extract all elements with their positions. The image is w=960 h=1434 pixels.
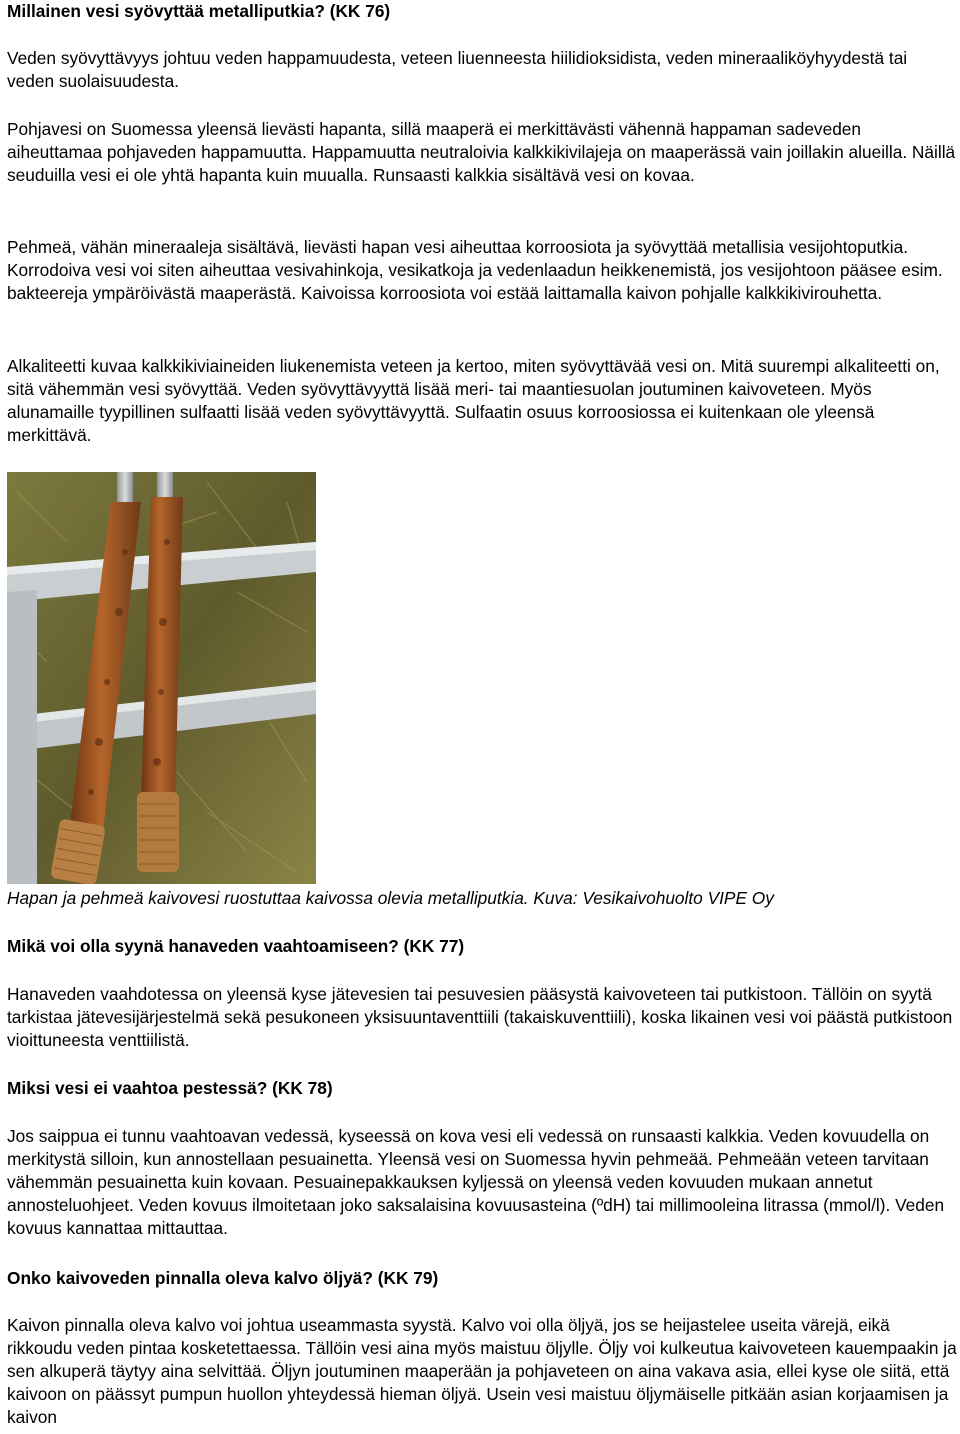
q76-paragraph-3: Pehmeä, vähän mineraaleja sisältävä, lievästi hapan vesi aiheuttaa korroosiota ja syövyttää metallisia vesijohtoputkia. Korrodoiva vesi voi siten aiheuttaa vesivahinkoja, vesikatkoja ja vedenlaadun heikkenemistä, jos vesijohtoon pääsee esim. bakteereja ympäröivästä maaperästä. Kaivoissa korroosiota voi estää laittamalla kaivon pohjalle kalkkikivirouhetta.: [7, 237, 943, 303]
q76-heading: Millainen vesi syövyttää metalliputkia? (KK 76): [7, 1, 391, 21]
q79-heading: Onko kaivoveden pinnalla oleva kalvo öljyä? (KK 79): [7, 1268, 439, 1288]
q78-paragraph: Jos saippua ei tunnu vaahtoavan vedessä, kyseessä on kova vesi eli vedessä on runsaasti kalkkia. Veden kovuudella on merkitystä silloin, kun annostellaan pesuainetta. Yleensä vesi on Suomessa hyvin pehmeää. Pehmeään veteen tarvitaan vähemmän pesuainetta kuin kovaan. Pesuainepakkauksen kyljessä on yleensä veden kovuuden mukaan annetut annosteluohjeet. Veden kovuus ilmoitetaan joko saksalaisina kovuusasteina (ºdH) tai millimooleina litrassa (mmol/l). Veden kovuus kannattaa mittauttaa.: [7, 1126, 945, 1238]
q76-paragraph-4: Alkaliteetti kuvaa kalkkikiviaineiden liukenemista veteen ja kertoo, miten syövyttävää vesi on. Mitä suurempi alkaliteetti on, sitä vähemmän vesi syövyttää. Veden syövyttävyyttä lisää meri- tai maantiesuolan joutuminen kaivoveteen. Myös alunamaille tyypillinen sulfaatti lisää veden syövyttävyyttä. Sulfaatin osuus korroosiossa ei kuitenkaan ole yleensä merkittävä.: [7, 356, 940, 445]
q77-heading: Mikä voi olla syynä hanaveden vaahtoamiseen? (KK 77): [7, 936, 465, 956]
q76-paragraph-1: Veden syövyttävyys johtuu veden happamuudesta, veteen liuenneesta hiilidioksidista, veden mineraaliköyhyydestä tai veden suolaisuudesta.: [7, 48, 908, 91]
q78-heading: Miksi vesi ei vaahtoa pestessä? (KK 78): [7, 1078, 333, 1098]
q76-paragraph-2: Pohjavesi on Suomessa yleensä lievästi hapanta, sillä maaperä ei merkittävästi vähennä happaman sadeveden aiheuttamaa pohjaveden happamuutta. Happamuutta neutraloivia kalkkikivilajeja on maaperässä vain joillakin alueilla. Näillä seuduilla vesi ei ole yhtä hapanta kuin muualla. Runsaasti kalkkia sisältävä vesi on kovaa.: [7, 119, 956, 185]
photo-caption: Hapan ja pehmeä kaivovesi ruostuttaa kaivossa olevia metalliputkia. Kuva: Vesikaivohuolto VIPE Oy: [7, 888, 774, 908]
q77-paragraph: Hanaveden vaahdotessa on yleensä kyse jätevesien tai pesuvesien pääsystä kaivoveteen tai putkistoon. Tällöin on syytä tarkistaa jätevesijärjestelmä sekä pesukoneen yksisuuntaventtiili (takaiskuventtiili), koska likainen vesi voi päästä putkistoon vioittuneesta venttiilistä.: [7, 984, 953, 1050]
rusty-pipes-photo: [7, 472, 316, 884]
q79-paragraph: Kaivon pinnalla oleva kalvo voi johtua useammasta syystä. Kalvo voi olla öljyä, jos se heijastelee useita värejä, eikä rikkoudu veden pintaa kosketettaessa. Tällöin vesi aina myös maistuu öljylle. Öljy voi kulkeutua kaivoveteen kauempaakin ja sen alkuperä täytyy aina selvittää. Öljyn joutuminen maaperään ja pohjaveteen on aina vakava asia, ellei kyse ole siitä, että kaivoon on päässyt pumpun huollon yhteydessä hieman öljyä. Usein vesi maistuu öljymäiselle pitkään asian korjaamisen ja kaivon: [7, 1315, 957, 1427]
